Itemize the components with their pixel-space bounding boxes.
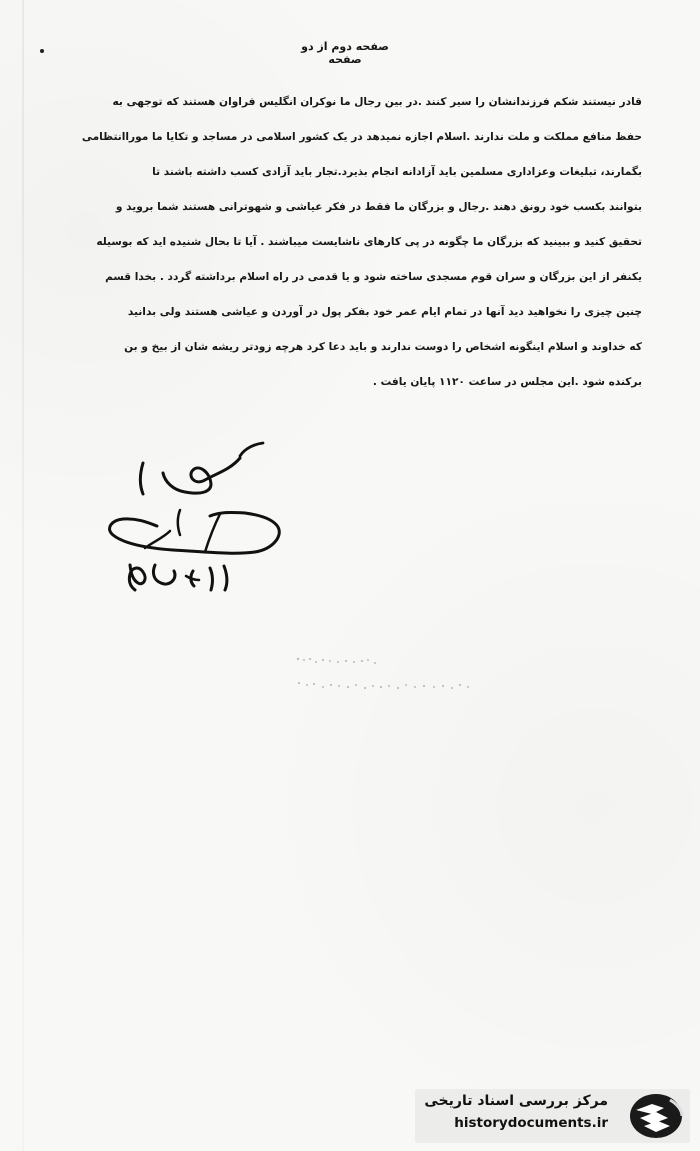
body-line: چنین چیزی را نخواهید دید آنها در تمام ایام عمر خود بفکر پول در آوردن و عیاشی هستند ولی بدانید: [127, 306, 642, 318]
body-line: که خداوند و اسلام اینگونه اشخاص را دوست ندارند و باید دعا کرد هرچه زودتر ریشه شان از بیخ و بن: [124, 341, 642, 353]
body-line: تحقیق کنید و ببینید که بزرگان ما چگونه در پی کارهای ناشایست میباشند . آیا تا بحال شنیده اید که بوسیله: [96, 236, 642, 248]
watermark-url: historydocuments.ir: [454, 1115, 608, 1131]
body-line: برکنده شود .این مجلس در ساعت ۱۱۲۰ پایان یافت .: [372, 376, 642, 388]
handwritten-signature: [95, 440, 305, 600]
body-line: یکنفر از این بزرگان و سران قوم مسجدی ساخته شود و یا قدمی در راه اسلام برداشته گردد . بخدا قسم: [105, 271, 642, 283]
hole-punch-dot: [40, 49, 44, 53]
body-line: بگمارند، تبلیغات وعزاداری مسلمین باید آزادانه انجام بذیرد.تجار باید آزادی کسب داشته باشند تا: [152, 166, 642, 178]
body-line: حفظ منافع مملکت و ملت ندارند .اسلام اجازه نمیدهد در یک کشور اسلامی در مساجد و تکایا ما موراانتظامی: [81, 131, 642, 143]
page-header: صفحه دوم از دو صفحه: [301, 40, 389, 66]
body-line: بتوانند بکسب خود رونق دهند .رجال و بزرگان ما فقط در فکر عیاشی و شهوترانی هستند شما بروید و: [115, 201, 642, 213]
body-line: قادر نیستند شکم فرزندانشان را سیر کنند .در بین رجال ما نوکران انگلیس فراوان هستند که توجهی به: [112, 96, 642, 108]
document-body: [52, 93, 642, 408]
watermark-banner: [415, 1089, 690, 1143]
scan-edge-shadow: [22, 0, 24, 1151]
watermark-title: مرکز بررسی اسناد تاریخی: [424, 1093, 608, 1109]
archive-logo-icon: [622, 1090, 686, 1142]
faded-stamp-marks: [292, 645, 492, 705]
